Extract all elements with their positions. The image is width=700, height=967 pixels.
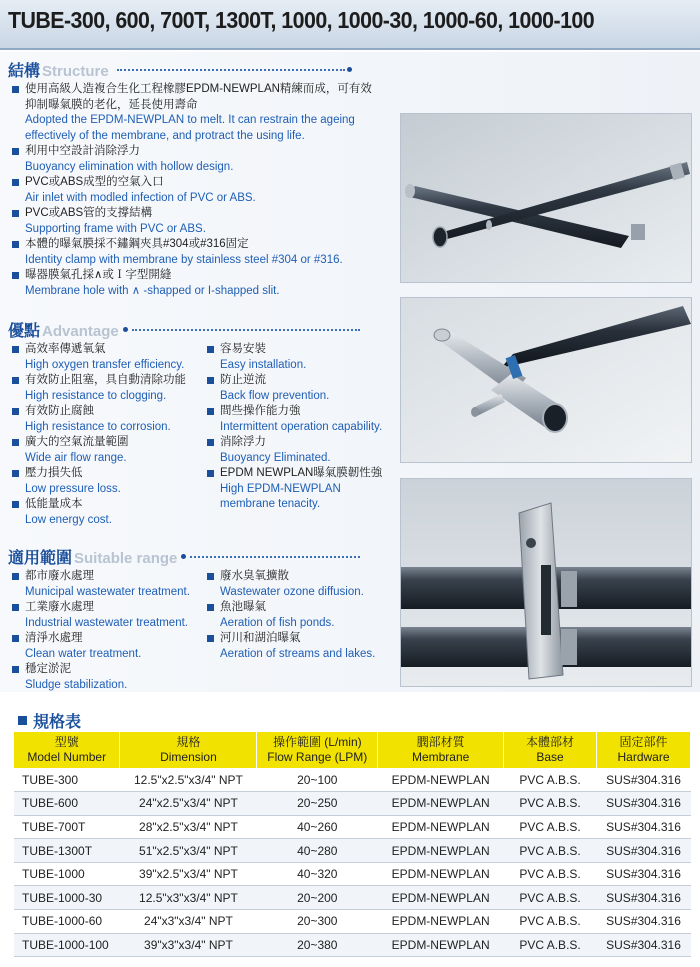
spec-table-header-row [14,732,691,768]
suitable-range-section [8,545,393,693]
tube-diffuser-photo-3 [400,478,692,687]
square-bullet-icon [12,272,19,279]
column-header: 本體部材 Base [504,732,597,768]
column-header: 固定部件 Hardware [597,732,691,768]
table-row: TUBE-300 12.5"x2.5"x3/4" NPT 20~100 EPDM-NEWPLAN PVC A.B.S. SUS#304.316 [14,768,691,792]
square-bullet-icon [12,179,19,186]
advantage-item: 壓力損失低 Low pressure loss. [12,466,203,497]
tube-diffuser-inlet-image [401,298,692,463]
square-bullet-icon [12,408,19,415]
structure-section [8,58,372,299]
spec-table-title: 規格表 [33,714,82,731]
structure-item: PVC或ABS成型的空氣入口 Air inlet with modled infection of PVC or ABS. [12,175,372,206]
suitable-range-title-en: Suitable range [74,550,178,567]
advantage-heading [8,318,393,340]
advantage-item: 間些操作能力強 Intermittent operation capability. [207,404,393,435]
structure-item: 曝器膜氣孔採∧或Ｉ字型開縫 Membrane hole with ∧ -shapped or I-shapped slit. [12,268,372,299]
spec-table-heading [18,709,81,732]
square-bullet-icon [12,635,19,642]
suitable-item: 河川和湖泊曝氣 Aeration of streams and lakes. [207,631,393,662]
suitable-range-title-zh: 適用範圍 [8,550,73,567]
advantage-item: 廣大的空氣流量範圍 Wide air flow range. [12,435,203,466]
square-bullet-icon [12,604,19,611]
advantage-item: EPDM NEWPLAN曝氣膜韌性強 High EPDM-NEWPLAN membrane tenacity. [207,466,393,513]
square-bullet-icon [18,716,27,725]
advantage-item: 防止逆流 Back flow prevention. [207,373,393,404]
advantage-item: 有效防止腐蝕 High resistance to corrosion. [12,404,203,435]
square-bullet-icon [207,470,214,477]
square-bullet-icon [12,241,19,248]
structure-item: 利用中空設計消除浮力 Buoyancy elimination with hollow design. [12,144,372,175]
column-header: 型號 Model Number [14,732,120,768]
square-bullet-icon [12,666,19,673]
square-bullet-icon [207,439,214,446]
table-row: TUBE-1000 39"x2.5"x3/4" NPT 40~320 EPDM-NEWPLAN PVC A.B.S. SUS#304.316 [14,862,691,886]
square-bullet-icon [207,604,214,611]
column-header: 膶部材質 Membrane [378,732,504,768]
square-bullet-icon [12,470,19,477]
mounted-tube-diffusers-image [401,479,692,687]
suitable-item: 都市廢水處理 Municipal wastewater treatment. [12,569,203,600]
suitable-item: 魚池曝氣 Aeration of fish ponds. [207,600,393,631]
suitable-item: 清淨水處理 Clean water treatment. [12,631,203,662]
square-bullet-icon [12,573,19,580]
column-header: 操作範圍 (L/min) Flow Range (LPM) [257,732,378,768]
page-title: TUBE-300, 600, 700T, 1300T, 1000, 1000-30, 1000-60, 1000-100 [8,7,595,33]
square-bullet-icon [12,86,19,93]
square-bullet-icon [12,210,19,217]
square-bullet-icon [207,346,214,353]
dotted-rule [190,556,360,558]
table-row: TUBE-700T 28"x2.5"x3/4" NPT 40~260 EPDM-NEWPLAN PVC A.B.S. SUS#304.316 [14,815,691,839]
square-bullet-icon [12,439,19,446]
rule-end-dot [181,554,186,559]
t-tube-diffuser-image [401,114,692,283]
suitable-range-heading [8,545,393,567]
table-row: TUBE-1000-60 24"x3"x3/4" NPT 20~300 EPDM-NEWPLAN PVC A.B.S. SUS#304.316 [14,910,691,934]
column-header: 規格 Dimension [120,732,257,768]
rule-end-dot [347,67,352,72]
advantage-item: 容易安裝 Easy installation. [207,342,393,373]
square-bullet-icon [12,148,19,155]
tube-diffuser-photo-1 [400,113,692,283]
spec-table [14,732,691,957]
dotted-rule [117,69,345,71]
structure-item: PVC或ABS管的支撐結構 Supporting frame with PVC or ABS. [12,206,372,237]
square-bullet-icon [12,377,19,384]
advantage-item: 有效防止阻塞，具自動清除功能 High resistance to clogging. [12,373,203,404]
suitable-item: 廢水臭氧擴散 Wastewater ozone diffusion. [207,569,393,600]
structure-item: 本體的曝氣膜採不鏽鋼夾具#304或#316固定 Identity clamp with membrane by stainless steel #304 or #316. [12,237,372,268]
advantage-item: 高效率傳遞氧氣 High oxygen transfer efficiency. [12,342,203,373]
square-bullet-icon [207,408,214,415]
suitable-item: 工業廢水處理 Industrial wastewater treatment. [12,600,203,631]
dotted-rule [132,329,360,331]
suitable-item: 穩定淤泥 Sludge stabilization. [12,662,203,693]
square-bullet-icon [207,635,214,642]
advantage-title-en: Advantage [42,323,119,340]
advantage-section [8,318,393,528]
square-bullet-icon [207,377,214,384]
structure-title-en: Structure [42,63,109,80]
table-row: TUBE-1000-100 39"x3"x3/4" NPT 20~380 EPDM-NEWPLAN PVC A.B.S. SUS#304.316 [14,933,691,957]
tube-diffuser-photo-2 [400,297,692,463]
square-bullet-icon [12,501,19,508]
advantage-item: 消除浮力 Buoyancy Eliminated. [207,435,393,466]
square-bullet-icon [207,573,214,580]
square-bullet-icon [12,346,19,353]
advantage-item: 低能量成本 Low energy cost. [12,497,203,528]
table-row: TUBE-1000-30 12.5"x3"x3/4" NPT 20~200 EPDM-NEWPLAN PVC A.B.S. SUS#304.316 [14,886,691,910]
structure-item: 使用高級人造複合生化工程橡膠EPDM-NEWPLAN精練而成，可有效 抑制曝氣膜的老化，延長使用壽命 Adopted the EPDM-NEWPLAN to melt. It can restrain the ageing effectively of the membrane, and protract the using life. [12,82,372,144]
table-row: TUBE-600 24"x2.5"x3/4" NPT 20~250 EPDM-NEWPLAN PVC A.B.S. SUS#304.316 [14,792,691,816]
advantage-title-zh: 優點 [8,323,41,340]
structure-heading [8,58,372,80]
structure-title-zh: 結構 [8,63,41,80]
table-row: TUBE-1300T 51"x2.5"x3/4" NPT 40~280 EPDM-NEWPLAN PVC A.B.S. SUS#304.316 [14,839,691,863]
rule-end-dot [123,327,128,332]
header-banner [0,0,700,50]
